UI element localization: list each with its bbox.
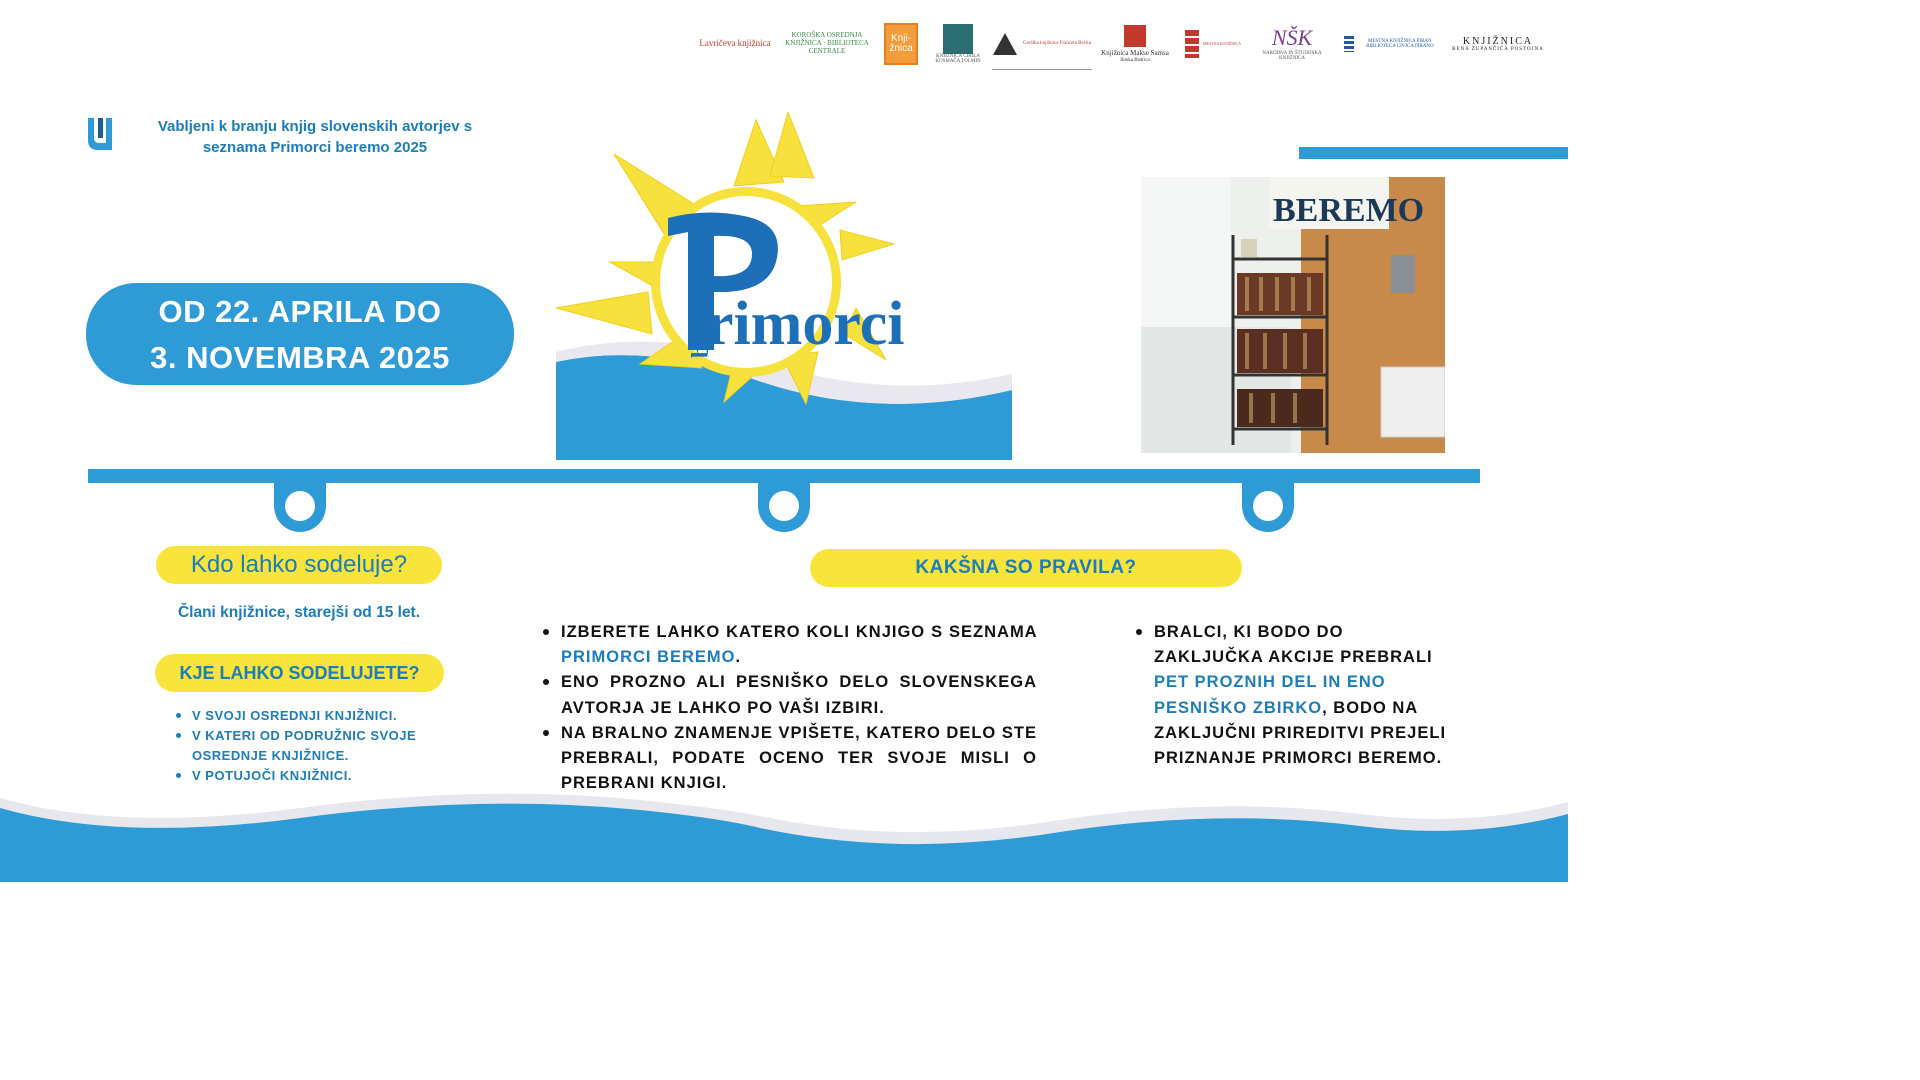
partner-logos (680, 18, 1560, 70)
koroska-text: KOROŠKA OSREDNJA KNJIŽNICA · BIBLIOTECA CENTRALE (785, 31, 869, 55)
lavriceva-logo (690, 18, 780, 70)
rule-1-highlight: PRIMORCI BEREMO (561, 648, 736, 667)
primorci-beremo-logo (556, 112, 1012, 460)
triangle-icon (993, 33, 1017, 55)
logo-beremo-text: beremo (688, 281, 714, 358)
postojna-subtext: BENA ŽUPANČIČA POSTOJNA (1452, 46, 1544, 52)
where-item: V SVOJI OSREDNJI KNJIŽNICI. (174, 706, 444, 726)
postojna-logo (1450, 18, 1546, 70)
rule-item (540, 620, 1037, 670)
tolmin-text: KNJIŽNICA CIRILA KOSMAČA TOLMIN (935, 53, 981, 64)
bookshelf-photo (1141, 177, 1445, 453)
piran-icon (1344, 36, 1354, 52)
rule-item: ENO PROZNO ALI PESNIŠKO DELO SLOVENSKEGA AVTORJA JE LAHKO PO VAŠI IZBIRI. (540, 670, 1037, 720)
rule-1-end: . (735, 648, 742, 667)
nsk-text: NŠK (1271, 25, 1313, 51)
knjiznica-box: Knji-žnica (884, 23, 918, 65)
date-line-1: OD 22. APRILA DO (158, 294, 442, 329)
nsk-subtext: NARODNA IN ŠTUDIJSKA KNJIŽNICA (1262, 50, 1322, 62)
who-answer: Člani knjižnice, starejši od 15 let. (177, 604, 421, 621)
knjiznica-logo (884, 18, 918, 70)
date-range-badge (86, 283, 514, 385)
decorative-line (1299, 147, 1568, 159)
award-text-a: BRALCI, KI BODO DO ZAKLJUČKA AKCIJE PREBRALI (1154, 623, 1433, 667)
intro-text (128, 116, 502, 158)
where-heading: KJE LAHKO SODELUJETE? (155, 654, 444, 692)
koper-bars-icon (1185, 30, 1199, 58)
award-item (1133, 620, 1453, 771)
goriska-text: Goriška knjižnica Franceta Bevka (1023, 40, 1091, 46)
postojna-text: KNJIŽNICA (1462, 35, 1534, 47)
rules-heading: KAKŠNA SO PRAVILA? (810, 549, 1242, 587)
makse-subtext: Ilirska Bistrica (1120, 57, 1150, 63)
rules-list (540, 620, 1037, 796)
koroska-logo (784, 18, 870, 70)
who-heading: Kdo lahko sodeluje? (156, 546, 442, 584)
makse-samsa-logo (1098, 18, 1172, 70)
piran-logo (1344, 18, 1440, 70)
award-highlight: PET PROZNIH DEL IN ENO PESNIŠKO ZBIRKO (1154, 673, 1386, 717)
where-item: V POTUJOČI KNJIŽNICI. (174, 766, 444, 786)
goriska-logo (992, 18, 1092, 70)
timeline-node-2 (758, 476, 810, 532)
photo-beremo-sign: BEREMO (1273, 192, 1425, 229)
timeline-node-3 (1242, 476, 1294, 532)
where-list (174, 706, 444, 786)
intro-line-1: Vabljeni k branju knjig slovenskih avtorjev s (157, 118, 473, 135)
rule-1-text: IZBERETE LAHKO KATERO KOLI KNJIGO S SEZNAMA (561, 623, 1037, 641)
timeline-node-1 (274, 476, 326, 532)
award-text-b: , BODO NA ZAKLJUČNI PRIREDITVI PREJELI PRIZNANJE PRIMORCI BEREMO. (1154, 698, 1447, 768)
award-list (1133, 620, 1453, 771)
bottom-waves (0, 780, 1568, 882)
tolmin-logo (934, 18, 982, 70)
nsk-logo (1254, 18, 1330, 70)
date-line-2: 3. NOVEMBRA 2025 (150, 340, 450, 375)
koper-text: MESTNA KNJIŽNICA (1202, 40, 1242, 46)
library-brand-icon (86, 116, 114, 150)
koper-logo (1184, 18, 1242, 70)
intro-line-2: seznama Primorci beremo 2025 (202, 139, 428, 156)
where-item: V KATERI OD PODRUŽNIC SVOJE OSREDNJE KNJIŽNICE. (174, 726, 444, 766)
makse-icon (1124, 25, 1146, 47)
rule-item: NA BRALNO ZNAMENJE VPIŠETE, KATERO DELO STE PREBRALI, PODATE OCENO TER SVOJE MISLI O PREBRANI KNJIGI. (540, 721, 1037, 797)
tolmin-square-icon (943, 24, 973, 54)
lavriceva-text: Lavričeva knjižnica (699, 38, 771, 49)
piran-text: MESTNA KNJIŽNICA PIRAN BIBLIOTECA CIVICA PIRANO (1366, 38, 1434, 49)
logo-primorci-text: rimorci (706, 290, 905, 358)
makse-text: Knjižnica Makse Samsa (1101, 48, 1169, 57)
